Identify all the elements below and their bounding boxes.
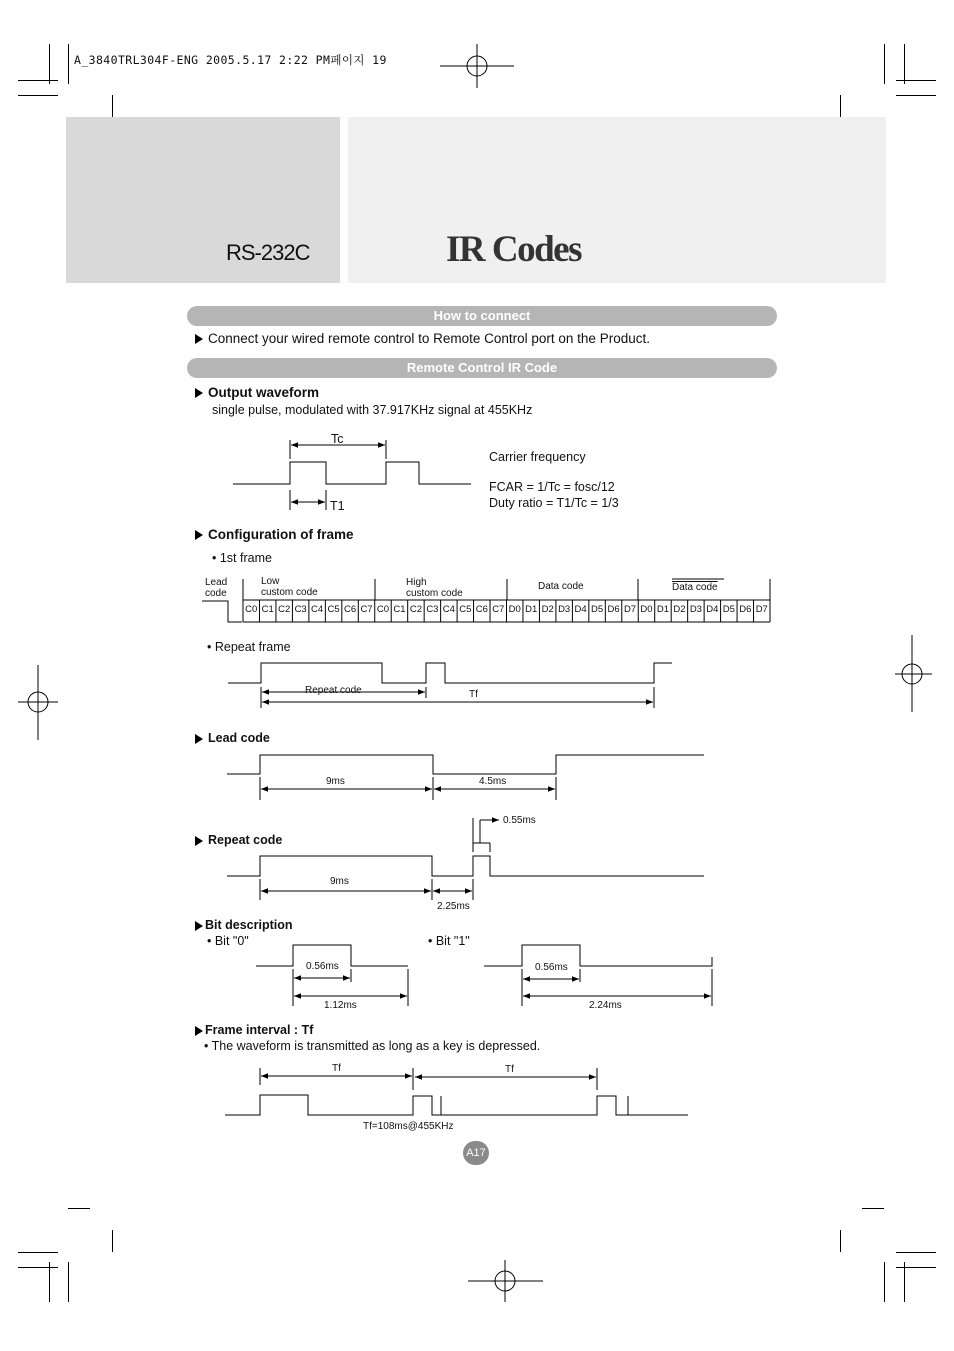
output-waveform-desc: single pulse, modulated with 37.917KHz signal at 455KHz: [212, 403, 533, 417]
frame-bit-cell: D6: [607, 604, 620, 615]
bit1-total-label: 2.24ms: [589, 1000, 622, 1011]
group-lead-line1: Lead: [205, 577, 228, 588]
repeat-frame-waveform: [228, 663, 672, 683]
frame-bit-cell: C7: [492, 604, 505, 615]
frame-bit-cell: D1: [656, 604, 670, 615]
lead-code-waveform: [227, 755, 704, 774]
frame-bit-cell: C5: [459, 604, 472, 615]
frame-bit-cell: C2: [278, 604, 291, 615]
frame-bit-cell: C2: [409, 604, 422, 615]
frame-bit-cell: C7: [360, 604, 373, 615]
frame-interval-waveform: [225, 1095, 688, 1115]
frame-bit-cell: C1: [393, 604, 406, 615]
frame-bit-cell: C0: [245, 604, 258, 615]
frame-bit-cell: D0: [640, 604, 653, 615]
frame-bit-cell: C4: [442, 604, 455, 615]
bit0-waveform: [256, 945, 408, 966]
group-high-line2: custom code: [406, 588, 463, 599]
frame-bit-cell: D3: [689, 604, 702, 615]
data-code-inverted-group: Data code: [672, 582, 718, 593]
how-to-connect-bar: How to connect: [187, 306, 777, 326]
section-label: RS-232C: [226, 240, 310, 265]
frame-bit-cell: D3: [558, 604, 571, 615]
bit1-waveform: [484, 945, 712, 966]
repeat-code-title: Repeat code: [208, 833, 283, 847]
lead-9ms-label: 9ms: [326, 776, 345, 787]
tf2-label: Tf: [505, 1064, 514, 1075]
registration-mark-top: [440, 44, 514, 88]
registration-mark-bottom: [468, 1260, 543, 1302]
connect-text: Connect your wired remote control to Remote Control port on the Product.: [208, 331, 650, 346]
frame-bit-cell: C6: [475, 604, 488, 615]
frame-bit-cell: D1: [525, 604, 538, 615]
frame-bit-cell: D5: [591, 604, 604, 615]
frame-bit-cell: C5: [327, 604, 340, 615]
print-info: A_3840TRL304F-ENG 2005.5.17 2:22 PM페이지 19: [74, 53, 387, 67]
frame-bit-cell: D7: [623, 604, 637, 615]
bit0-total-label: 1.12ms: [324, 1000, 357, 1011]
duty-formula: Duty ratio = T1/Tc = 1/3: [489, 496, 619, 510]
group-high-line1: High: [406, 577, 427, 588]
repeat-2-25ms-label: 2.25ms: [437, 901, 470, 912]
remote-ir-bar: Remote Control IR Code: [187, 358, 777, 378]
tc-label: Tc: [331, 432, 344, 446]
frame-bit-cell: C0: [376, 604, 390, 615]
frame-bit-cell: D2: [541, 604, 554, 615]
frame-bit-cell: C3: [294, 604, 307, 615]
output-waveform-title: Output waveform: [208, 385, 320, 400]
frame-bit-cell: C6: [343, 604, 357, 615]
frame-bit-cell: D5: [722, 604, 735, 615]
tf-label: Tf: [469, 689, 478, 700]
repeat-frame-label: • Repeat frame: [207, 640, 291, 654]
group-lead-line2: code: [205, 588, 227, 599]
repeat-code-label: Repeat code: [305, 685, 362, 696]
carrier-label: Carrier frequency: [489, 450, 586, 464]
frame-interval-desc: • The waveform is transmitted as long as a key is depressed.: [204, 1039, 541, 1053]
repeat-0-55ms-label: 0.55ms: [503, 815, 536, 826]
group-low-line2: custom code: [261, 587, 318, 598]
lead-4-5ms-label: 4.5ms: [479, 776, 507, 787]
bit1-label: • Bit "1": [428, 934, 470, 948]
frame-bit-cell: D7: [755, 604, 768, 615]
frame-bit-cell: C3: [426, 604, 439, 615]
frame-bit-cell: D0: [508, 604, 521, 615]
bit0-pulse-label: 0.56ms: [306, 961, 339, 972]
page-number: A17: [463, 1141, 489, 1165]
frame-bit-cell: D6: [739, 604, 752, 615]
lead-pulse-shape: [202, 601, 242, 622]
repeat-9ms-label: 9ms: [330, 876, 349, 887]
lead-code-title: Lead code: [208, 731, 270, 745]
repeat-code-waveform: [227, 856, 704, 876]
frame-bit-cell: C4: [311, 604, 324, 615]
group-low-line1: Low: [261, 576, 280, 587]
frame-interval-title: Frame interval : Tf: [205, 1023, 314, 1037]
frame-bit-cell: C1: [261, 604, 274, 615]
tf1-label: Tf: [332, 1063, 341, 1074]
registration-mark-left: [18, 665, 58, 740]
bit-description-title: Bit description: [205, 918, 293, 932]
frame-bit-cell: D2: [673, 604, 686, 615]
t1-label: T1: [330, 499, 345, 513]
registration-mark-right: [895, 635, 932, 712]
fcar-formula: FCAR = 1/Tc = fosc/12: [489, 480, 615, 494]
frame-bit-cell: D4: [706, 604, 719, 615]
page-title: IR Codes: [446, 229, 581, 270]
bit0-label: • Bit "0": [207, 934, 249, 948]
carrier-waveform: [233, 462, 471, 484]
bit1-pulse-label: 0.56ms: [535, 962, 568, 973]
first-frame-label: • 1st frame: [212, 551, 272, 565]
frame-bit-cell: D4: [574, 604, 587, 615]
tf-note: Tf=108ms@455KHz: [363, 1121, 454, 1132]
data-code-group: Data code: [538, 581, 584, 592]
frame-config-title: Configuration of frame: [208, 527, 354, 542]
